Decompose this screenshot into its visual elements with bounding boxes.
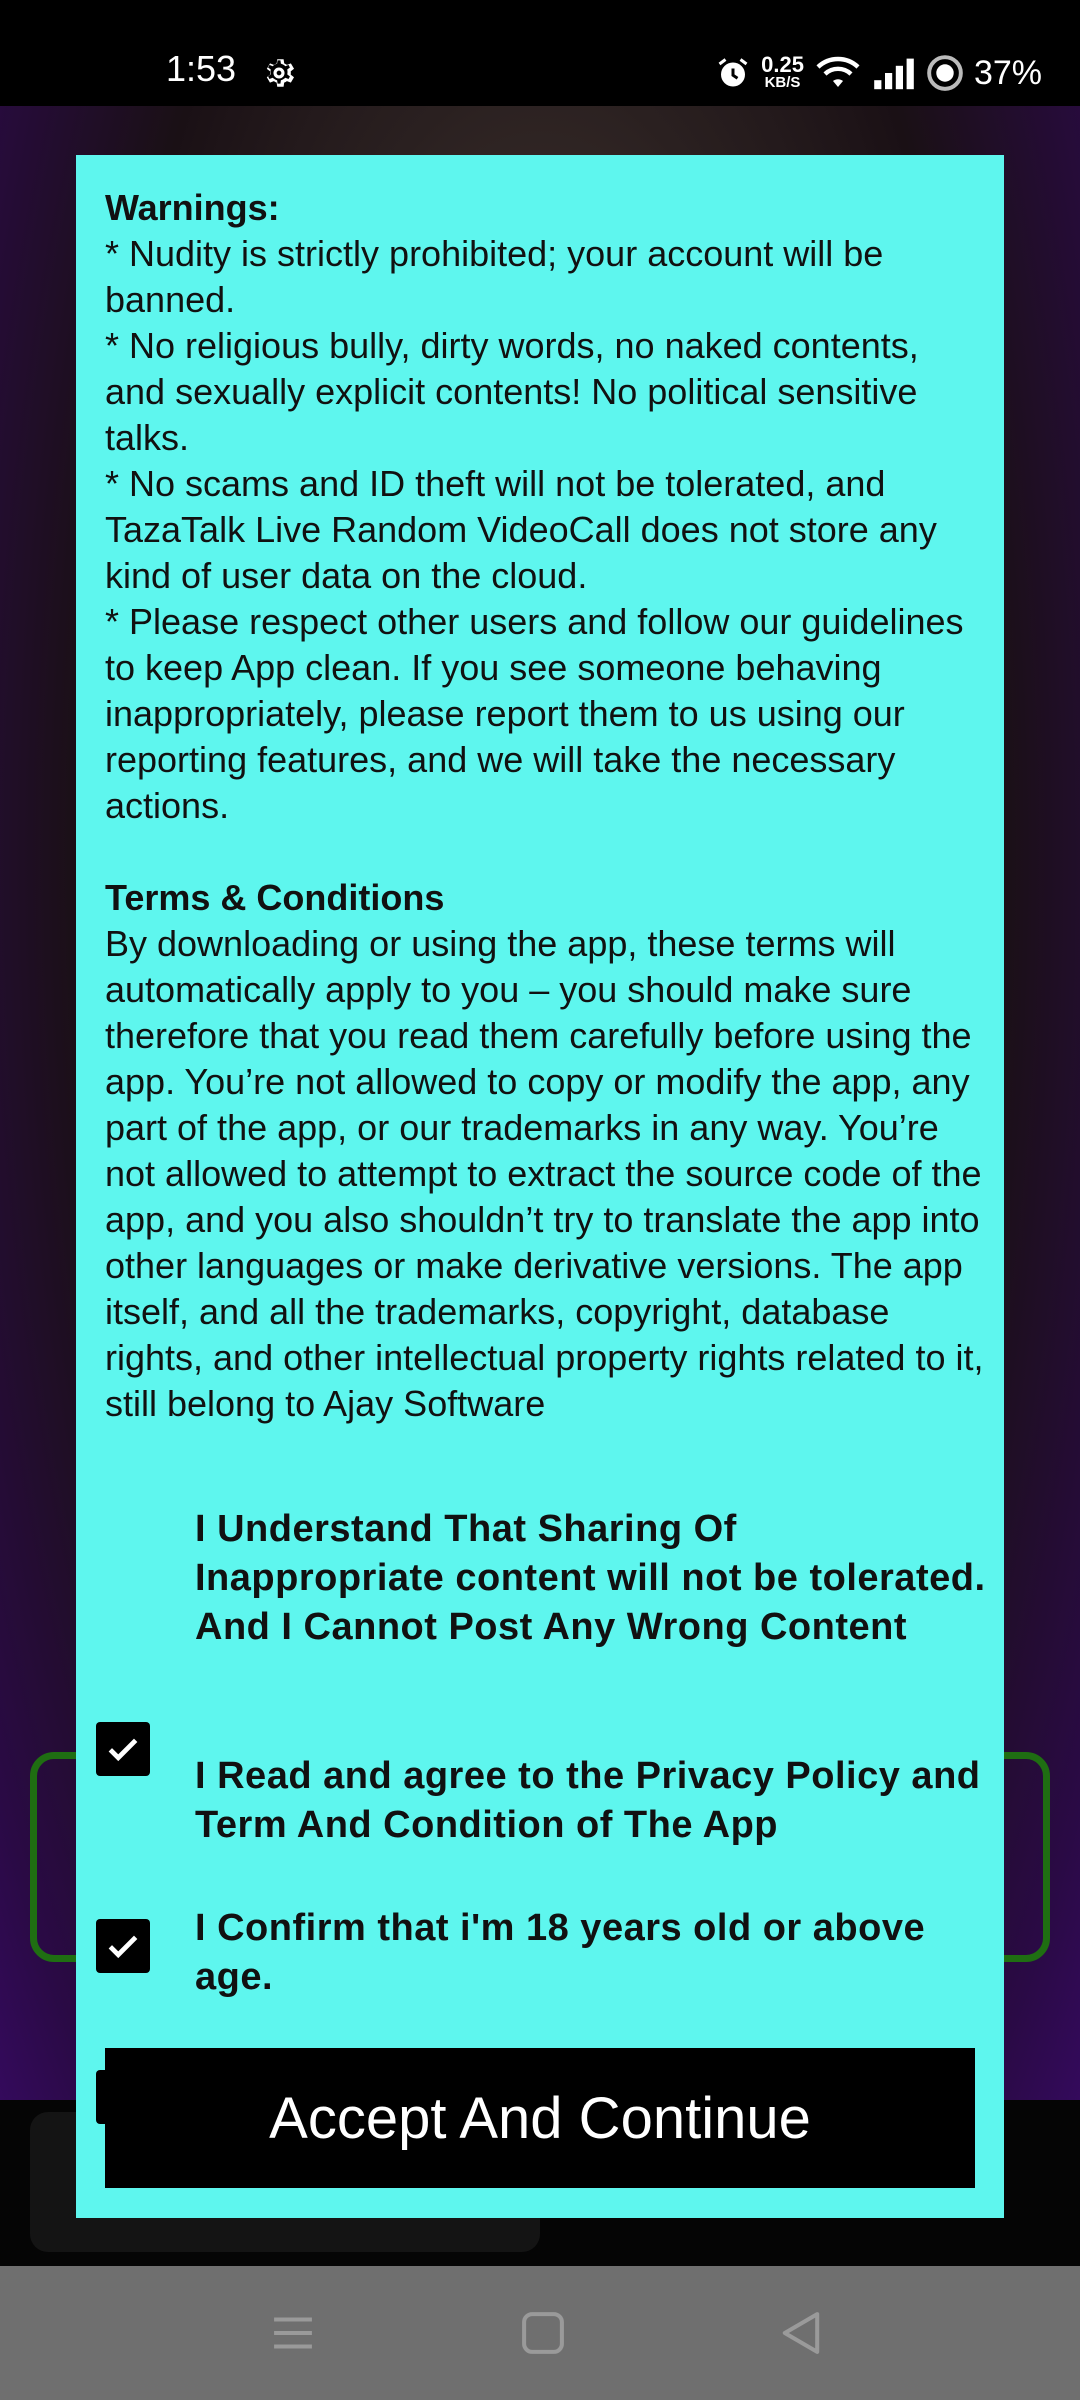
battery-percent: 37%	[973, 53, 1042, 92]
checkbox-privacy-box[interactable]	[96, 1919, 150, 1973]
status-bar	[0, 0, 1080, 106]
network-speed: 0.25 KB/S	[761, 52, 804, 91]
checkmark-icon	[104, 1927, 142, 1965]
paragraph: * Nudity is strictly prohibited; your account will be banned.	[105, 233, 884, 320]
checkbox-row-age[interactable]	[76, 1904, 1004, 2004]
home-icon[interactable]	[516, 2306, 570, 2360]
paragraph: * No religious bully, dirty words, no naked contents, and sexually explicit contents! No political sensitive talks.	[105, 325, 919, 458]
checkbox-row-content[interactable]	[76, 1505, 1004, 1705]
back-icon[interactable]	[774, 2306, 828, 2360]
paragraph: * Please respect other users and follow our guidelines to keep App clean. If you see someone behaving inappropriately, please report them to us using our reporting features, and we will take the necessary actions.	[105, 601, 964, 826]
gear-icon	[260, 54, 298, 92]
section-heading: Terms & Conditions	[105, 877, 445, 918]
checkbox-row-privacy[interactable]	[76, 1752, 1004, 1852]
checkbox-content-policy-box[interactable]	[96, 1722, 150, 1776]
paragraph: * No scams and ID theft will not be tolerated, and TazaTalk Live Random VideoCall does not store any kind of user data on the cloud.	[105, 463, 937, 596]
status-icons	[715, 48, 1042, 98]
accept-continue-button[interactable]: Accept And Continue	[105, 2048, 975, 2188]
signal-icon	[872, 55, 916, 91]
checkmark-icon	[104, 1730, 142, 1768]
section-heading: Warnings:	[105, 187, 280, 228]
paragraph: By downloading or using the app, these terms will automatically apply to you – you should make sure therefore that you read them carefully before using the app. You’re not allowed to copy or modify the app, any part of the app, or our trademarks in any way. You’re not allowed to attempt to extract the source code of the app, and you also shouldn’t try to translate the app into other languages or make derivative versions. The app itself, and all the trademarks, copyright, database rights, and other intellectual property rights related to it, still belong to Ajay Software	[105, 923, 984, 1424]
paragraph-gap	[105, 829, 985, 875]
checkbox-label-content-policy: I Understand That Sharing Of Inappropriate content will not be tolerated. And I Cannot Post Any Wrong Content	[195, 1508, 986, 1648]
navigation-bar	[0, 2266, 1080, 2400]
checkbox-label-privacy: I Read and agree to the Privacy Policy and Term And Condition of The App	[195, 1755, 981, 1846]
battery-icon	[926, 54, 964, 92]
terms-dialog	[76, 155, 1004, 2218]
status-time: 1:53	[166, 48, 237, 89]
checkbox-label-age: I Confirm that i'm 18 years old or above age.	[195, 1907, 926, 1998]
wifi-icon	[814, 53, 862, 93]
terms-scroll-text[interactable]	[105, 185, 985, 1480]
menu-icon[interactable]	[266, 2306, 320, 2360]
alarm-icon	[715, 55, 751, 91]
